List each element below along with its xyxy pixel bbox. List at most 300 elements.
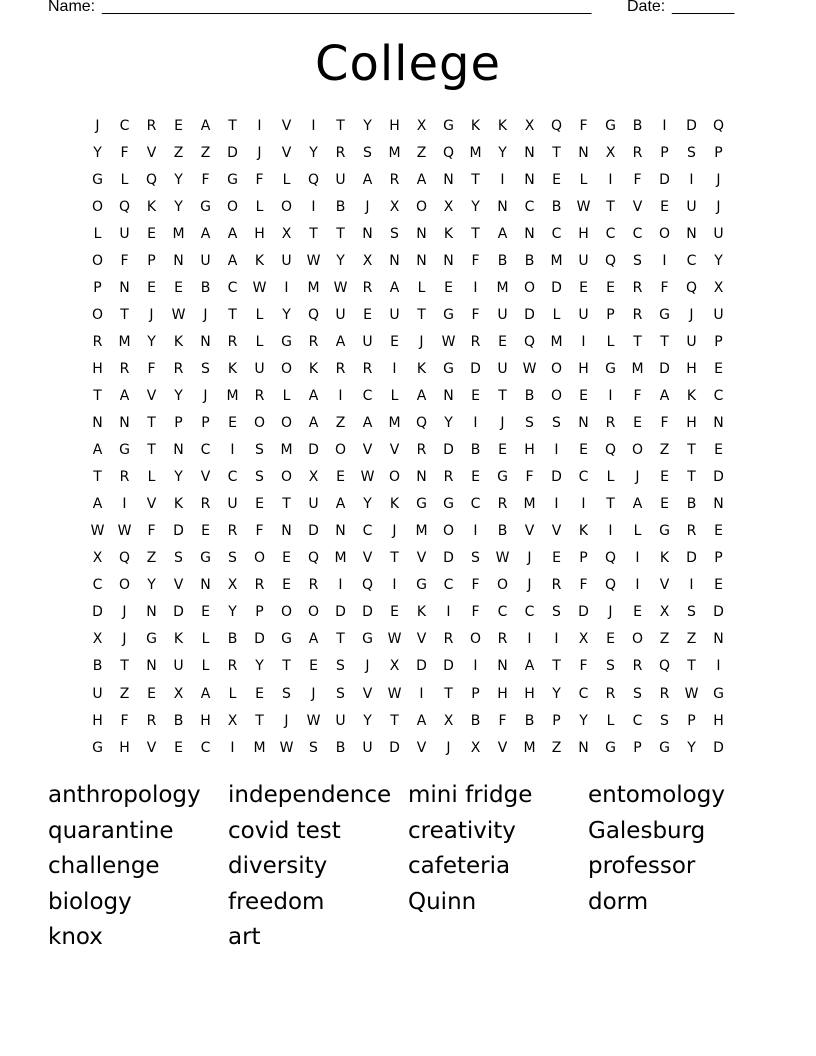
grid-letter[interactable]: H [497, 685, 508, 702]
grid-letter[interactable]: Z [335, 415, 346, 432]
grid-letter[interactable]: E [255, 496, 264, 513]
grid-letter[interactable]: U [254, 360, 265, 377]
grid-letter[interactable]: Y [363, 117, 372, 134]
grid-letter[interactable]: R [173, 360, 184, 377]
grid-letter[interactable]: M [550, 252, 563, 269]
grid-letter[interactable]: F [579, 658, 588, 675]
grid-letter[interactable]: T [471, 225, 480, 242]
grid-letter[interactable]: F [471, 577, 480, 594]
grid-letter[interactable]: G [281, 333, 292, 350]
grid-letter[interactable]: W [306, 712, 321, 729]
grid-letter[interactable]: E [174, 739, 183, 756]
grid-letter[interactable]: R [227, 658, 238, 675]
grid-letter[interactable]: D [443, 550, 454, 567]
grid-letter[interactable]: I [311, 117, 316, 134]
grid-letter[interactable]: S [633, 252, 642, 269]
grid-letter[interactable]: W [252, 279, 267, 296]
grid-letter[interactable]: J [419, 333, 424, 350]
grid-letter[interactable]: G [362, 631, 373, 648]
grid-letter[interactable]: Y [147, 577, 156, 594]
grid-letter[interactable]: W [279, 739, 294, 756]
grid-letter[interactable]: I [122, 496, 127, 513]
grid-letter[interactable]: B [551, 198, 562, 215]
grid-letter[interactable]: S [336, 685, 345, 702]
grid-letter[interactable]: F [660, 415, 669, 432]
grid-letter[interactable]: P [174, 415, 183, 432]
grid-letter[interactable]: E [363, 306, 372, 323]
grid-letter[interactable]: Z [416, 144, 427, 161]
grid-letter[interactable]: X [443, 198, 454, 215]
grid-letter[interactable]: V [551, 523, 562, 540]
grid-letter[interactable]: U [362, 739, 373, 756]
grid-letter[interactable]: H [92, 360, 103, 377]
grid-letter[interactable]: P [633, 739, 642, 756]
grid-letter[interactable]: A [92, 496, 103, 513]
grid-letter[interactable]: W [360, 469, 375, 486]
grid-letter[interactable]: F [147, 523, 156, 540]
grid-letter[interactable]: N [389, 252, 400, 269]
grid-letter[interactable]: M [523, 496, 536, 513]
grid-letter[interactable]: P [714, 333, 723, 350]
grid-letter[interactable]: B [92, 658, 103, 675]
grid-letter[interactable]: Q [658, 658, 671, 675]
grid-letter[interactable]: J [257, 144, 262, 161]
grid-letter[interactable]: X [524, 117, 535, 134]
grid-letter[interactable]: T [93, 469, 102, 486]
grid-letter[interactable]: C [605, 225, 616, 242]
grid-letter[interactable]: J [365, 198, 370, 215]
grid-letter[interactable]: L [201, 658, 210, 675]
grid-letter[interactable]: B [335, 739, 346, 756]
grid-letter[interactable]: K [443, 225, 454, 242]
grid-letter[interactable]: W [495, 550, 510, 567]
grid-letter[interactable]: Q [307, 306, 320, 323]
grid-letter[interactable]: P [606, 306, 615, 323]
grid-letter[interactable]: Q [604, 577, 617, 594]
grid-letter[interactable]: F [633, 387, 642, 404]
grid-letter[interactable]: T [417, 306, 426, 323]
grid-letter[interactable]: G [443, 360, 454, 377]
grid-letter[interactable]: N [443, 252, 454, 269]
grid-letter[interactable]: P [93, 279, 102, 296]
grid-letter[interactable]: N [686, 225, 697, 242]
grid-letter[interactable]: C [92, 577, 103, 594]
grid-letter[interactable]: R [686, 523, 697, 540]
grid-letter[interactable]: Z [200, 144, 211, 161]
grid-letter[interactable]: C [686, 252, 697, 269]
grid-letter[interactable]: I [716, 658, 721, 675]
grid-letter[interactable]: I [419, 685, 424, 702]
grid-letter[interactable]: E [471, 387, 480, 404]
grid-letter[interactable]: O [280, 415, 293, 432]
grid-letter[interactable]: J [203, 387, 208, 404]
grid-letter[interactable]: D [308, 442, 319, 459]
grid-letter[interactable]: R [632, 306, 643, 323]
grid-letter[interactable]: D [308, 523, 319, 540]
grid-letter[interactable]: I [338, 387, 343, 404]
grid-letter[interactable]: G [92, 171, 103, 188]
grid-letter[interactable]: N [524, 144, 535, 161]
grid-letter[interactable]: L [606, 712, 615, 729]
grid-letter[interactable]: E [714, 523, 723, 540]
grid-letter[interactable]: E [579, 279, 588, 296]
grid-letter[interactable]: I [581, 496, 586, 513]
grid-letter[interactable]: O [550, 387, 563, 404]
grid-letter[interactable]: Y [336, 252, 345, 269]
grid-letter[interactable]: H [524, 685, 535, 702]
grid-letter[interactable]: H [713, 712, 724, 729]
grid-letter[interactable]: D [686, 550, 697, 567]
grid-letter[interactable]: D [551, 469, 562, 486]
grid-letter[interactable]: Z [173, 144, 184, 161]
grid-letter[interactable]: J [527, 550, 532, 567]
grid-letter[interactable]: U [497, 306, 508, 323]
grid-letter[interactable]: F [525, 469, 534, 486]
grid-letter[interactable]: T [336, 631, 345, 648]
grid-letter[interactable]: T [120, 658, 129, 675]
grid-letter[interactable]: W [117, 523, 132, 540]
grid-letter[interactable]: R [254, 577, 265, 594]
grid-letter[interactable]: O [658, 225, 671, 242]
grid-letter[interactable]: U [281, 252, 292, 269]
grid-letter[interactable]: A [227, 225, 238, 242]
grid-letter[interactable]: N [119, 415, 130, 432]
grid-letter[interactable]: R [551, 577, 562, 594]
grid-letter[interactable]: O [118, 577, 131, 594]
grid-letter[interactable]: E [714, 577, 723, 594]
grid-letter[interactable]: E [444, 279, 453, 296]
grid-letter[interactable]: A [416, 712, 427, 729]
grid-letter[interactable]: V [146, 739, 157, 756]
grid-letter[interactable]: J [311, 685, 316, 702]
grid-letter[interactable]: U [578, 306, 589, 323]
grid-letter[interactable]: E [336, 469, 345, 486]
grid-letter[interactable]: P [255, 604, 264, 621]
grid-letter[interactable]: G [443, 117, 454, 134]
grid-letter[interactable]: L [255, 198, 264, 215]
grid-letter[interactable]: C [470, 496, 481, 513]
grid-letter[interactable]: C [227, 279, 238, 296]
grid-letter[interactable]: R [308, 577, 319, 594]
grid-letter[interactable]: A [659, 387, 670, 404]
grid-letter[interactable]: X [227, 577, 238, 594]
grid-letter[interactable]: N [92, 415, 103, 432]
grid-letter[interactable]: J [365, 658, 370, 675]
grid-letter[interactable]: L [606, 333, 615, 350]
grid-letter[interactable]: A [308, 631, 319, 648]
grid-letter[interactable]: D [713, 739, 724, 756]
grid-letter[interactable]: V [146, 144, 157, 161]
grid-letter[interactable]: M [226, 387, 239, 404]
grid-letter[interactable]: B [497, 523, 508, 540]
grid-letter[interactable]: G [605, 117, 616, 134]
grid-letter[interactable]: R [443, 631, 454, 648]
grid-letter[interactable]: Y [228, 604, 237, 621]
grid-letter[interactable]: J [149, 306, 154, 323]
grid-letter[interactable]: R [308, 333, 319, 350]
grid-letter[interactable]: X [92, 631, 103, 648]
grid-letter[interactable]: E [228, 415, 237, 432]
grid-letter[interactable]: I [608, 523, 613, 540]
grid-letter[interactable]: Y [471, 198, 480, 215]
grid-letter[interactable]: K [470, 117, 481, 134]
grid-letter[interactable]: K [308, 360, 319, 377]
grid-letter[interactable]: F [120, 712, 129, 729]
grid-letter[interactable]: N [443, 387, 454, 404]
grid-letter[interactable]: Z [659, 631, 670, 648]
grid-letter[interactable]: B [200, 279, 211, 296]
grid-letter[interactable]: A [389, 279, 400, 296]
grid-letter[interactable]: L [93, 225, 102, 242]
grid-letter[interactable]: J [95, 117, 100, 134]
grid-letter[interactable]: Y [363, 712, 372, 729]
grid-letter[interactable]: M [388, 415, 401, 432]
grid-letter[interactable]: S [687, 604, 696, 621]
grid-letter[interactable]: H [578, 360, 589, 377]
grid-letter[interactable]: J [392, 523, 397, 540]
grid-letter[interactable]: U [362, 333, 373, 350]
grid-letter[interactable]: I [446, 604, 451, 621]
grid-letter[interactable]: O [91, 252, 104, 269]
grid-letter[interactable]: T [390, 550, 399, 567]
grid-letter[interactable]: R [605, 685, 616, 702]
grid-letter[interactable]: Y [714, 252, 723, 269]
grid-letter[interactable]: V [389, 442, 400, 459]
grid-letter[interactable]: S [336, 658, 345, 675]
grid-letter[interactable]: A [200, 225, 211, 242]
grid-letter[interactable]: Y [93, 144, 102, 161]
grid-letter[interactable]: C [632, 712, 643, 729]
grid-letter[interactable]: A [227, 252, 238, 269]
grid-letter[interactable]: V [362, 685, 373, 702]
grid-letter[interactable]: B [632, 117, 643, 134]
grid-letter[interactable]: V [173, 577, 184, 594]
grid-letter[interactable]: T [282, 496, 291, 513]
grid-letter[interactable]: A [416, 171, 427, 188]
grid-letter[interactable]: R [146, 712, 157, 729]
grid-letter[interactable]: J [716, 198, 721, 215]
grid-letter[interactable]: P [201, 415, 210, 432]
grid-letter[interactable]: N [281, 523, 292, 540]
grid-letter[interactable]: Y [174, 387, 183, 404]
grid-letter[interactable]: A [524, 658, 535, 675]
grid-letter[interactable]: A [416, 387, 427, 404]
grid-letter[interactable]: R [632, 279, 643, 296]
grid-letter[interactable]: R [200, 496, 211, 513]
grid-letter[interactable]: I [581, 333, 586, 350]
grid-letter[interactable]: Z [119, 685, 130, 702]
grid-letter[interactable]: I [500, 171, 505, 188]
grid-letter[interactable]: M [550, 333, 563, 350]
grid-letter[interactable]: D [173, 604, 184, 621]
grid-letter[interactable]: Q [685, 279, 698, 296]
grid-letter[interactable]: M [415, 523, 428, 540]
grid-letter[interactable]: H [686, 360, 697, 377]
grid-letter[interactable]: E [633, 415, 642, 432]
grid-letter[interactable]: I [392, 577, 397, 594]
grid-letter[interactable]: S [633, 685, 642, 702]
grid-letter[interactable]: K [416, 360, 427, 377]
grid-letter[interactable]: V [632, 198, 643, 215]
grid-letter[interactable]: L [633, 523, 642, 540]
grid-letter[interactable]: C [551, 225, 562, 242]
grid-letter[interactable]: B [470, 712, 481, 729]
grid-letter[interactable]: H [578, 225, 589, 242]
grid-letter[interactable]: T [687, 469, 696, 486]
grid-letter[interactable]: D [713, 469, 724, 486]
grid-letter[interactable]: E [282, 550, 291, 567]
grid-letter[interactable]: D [227, 144, 238, 161]
grid-letter[interactable]: T [228, 117, 237, 134]
grid-letter[interactable]: O [496, 577, 509, 594]
grid-letter[interactable]: U [335, 306, 346, 323]
grid-letter[interactable]: Y [687, 739, 696, 756]
grid-letter[interactable]: E [579, 387, 588, 404]
grid-letter[interactable]: S [255, 469, 264, 486]
grid-letter[interactable]: M [253, 739, 266, 756]
grid-letter[interactable]: F [633, 171, 642, 188]
grid-letter[interactable]: D [551, 279, 562, 296]
grid-letter[interactable]: R [119, 469, 130, 486]
grid-letter[interactable]: G [659, 523, 670, 540]
grid-letter[interactable]: U [308, 496, 319, 513]
grid-letter[interactable]: D [659, 360, 670, 377]
grid-letter[interactable]: N [173, 252, 184, 269]
grid-letter[interactable]: O [280, 469, 293, 486]
grid-letter[interactable]: U [497, 360, 508, 377]
grid-letter[interactable]: B [335, 198, 346, 215]
grid-letter[interactable]: E [201, 604, 210, 621]
grid-letter[interactable]: U [92, 685, 103, 702]
grid-letter[interactable]: G [443, 496, 454, 513]
grid-letter[interactable]: K [578, 523, 589, 540]
grid-letter[interactable]: S [255, 442, 264, 459]
grid-letter[interactable]: T [390, 712, 399, 729]
grid-letter[interactable]: E [147, 279, 156, 296]
grid-letter[interactable]: R [632, 144, 643, 161]
grid-letter[interactable]: M [631, 360, 644, 377]
grid-letter[interactable]: N [173, 442, 184, 459]
grid-letter[interactable]: L [552, 306, 561, 323]
grid-letter[interactable]: I [554, 496, 559, 513]
grid-letter[interactable]: I [554, 442, 559, 459]
grid-letter[interactable]: X [443, 712, 454, 729]
grid-letter[interactable]: U [713, 225, 724, 242]
grid-letter[interactable]: K [173, 333, 184, 350]
grid-letter[interactable]: O [280, 360, 293, 377]
grid-letter[interactable]: E [147, 225, 156, 242]
grid-letter[interactable]: E [552, 550, 561, 567]
grid-letter[interactable]: C [200, 739, 211, 756]
grid-letter[interactable]: G [605, 360, 616, 377]
grid-letter[interactable]: C [578, 469, 589, 486]
grid-letter[interactable]: F [471, 306, 480, 323]
grid-letter[interactable]: E [282, 577, 291, 594]
name-field[interactable]: _______________________________________________________ [102, 0, 592, 15]
grid-letter[interactable]: F [498, 712, 507, 729]
grid-letter[interactable]: B [686, 496, 697, 513]
grid-letter[interactable]: Y [174, 198, 183, 215]
grid-letter[interactable]: X [659, 604, 670, 621]
grid-letter[interactable]: Q [712, 117, 725, 134]
grid-letter[interactable]: N [578, 739, 589, 756]
grid-letter[interactable]: C [578, 685, 589, 702]
grid-letter[interactable]: G [92, 739, 103, 756]
grid-letter[interactable]: T [336, 225, 345, 242]
grid-letter[interactable]: J [203, 306, 208, 323]
grid-letter[interactable]: R [92, 333, 103, 350]
grid-letter[interactable]: O [469, 631, 482, 648]
grid-letter[interactable]: Q [307, 171, 320, 188]
grid-letter[interactable]: Q [415, 415, 428, 432]
grid-letter[interactable]: O [523, 279, 536, 296]
grid-letter[interactable]: J [122, 604, 127, 621]
grid-letter[interactable]: V [497, 739, 508, 756]
grid-letter[interactable]: D [686, 117, 697, 134]
grid-letter[interactable]: X [362, 252, 373, 269]
grid-letter[interactable]: U [686, 333, 697, 350]
grid-letter[interactable]: G [227, 171, 238, 188]
grid-letter[interactable]: N [119, 279, 130, 296]
grid-letter[interactable]: I [473, 415, 478, 432]
grid-letter[interactable]: T [147, 442, 156, 459]
grid-letter[interactable]: N [416, 252, 427, 269]
grid-letter[interactable]: O [280, 198, 293, 215]
grid-letter[interactable]: I [689, 577, 694, 594]
grid-letter[interactable]: R [416, 442, 427, 459]
grid-letter[interactable]: E [606, 631, 615, 648]
grid-letter[interactable]: Y [579, 712, 588, 729]
grid-letter[interactable]: D [416, 658, 427, 675]
grid-letter[interactable]: T [606, 198, 615, 215]
grid-letter[interactable]: E [498, 333, 507, 350]
grid-letter[interactable]: M [307, 279, 320, 296]
grid-letter[interactable]: W [441, 333, 456, 350]
grid-letter[interactable]: T [660, 333, 669, 350]
grid-letter[interactable]: N [713, 496, 724, 513]
grid-letter[interactable]: N [416, 469, 427, 486]
grid-letter[interactable]: Y [174, 171, 183, 188]
grid-letter[interactable]: U [119, 225, 130, 242]
grid-letter[interactable]: F [660, 279, 669, 296]
grid-letter[interactable]: J [608, 604, 613, 621]
grid-letter[interactable]: E [147, 685, 156, 702]
grid-letter[interactable]: X [227, 712, 238, 729]
grid-letter[interactable]: E [579, 442, 588, 459]
grid-letter[interactable]: O [631, 631, 644, 648]
grid-letter[interactable]: C [227, 469, 238, 486]
grid-letter[interactable]: K [227, 360, 238, 377]
grid-letter[interactable]: B [524, 387, 535, 404]
grid-letter[interactable]: X [281, 225, 292, 242]
grid-letter[interactable]: M [523, 739, 536, 756]
grid-letter[interactable]: S [390, 225, 399, 242]
grid-letter[interactable]: S [174, 550, 183, 567]
grid-letter[interactable]: F [471, 604, 480, 621]
grid-letter[interactable]: D [254, 631, 265, 648]
grid-letter[interactable]: D [335, 604, 346, 621]
grid-letter[interactable]: Q [604, 442, 617, 459]
grid-letter[interactable]: K [146, 198, 157, 215]
grid-letter[interactable]: P [147, 252, 156, 269]
grid-letter[interactable]: R [470, 333, 481, 350]
grid-letter[interactable]: Q [118, 550, 131, 567]
grid-letter[interactable]: N [578, 415, 589, 432]
grid-letter[interactable]: T [444, 685, 453, 702]
grid-letter[interactable]: F [120, 144, 129, 161]
grid-letter[interactable]: D [470, 360, 481, 377]
grid-letter[interactable]: Z [659, 442, 670, 459]
